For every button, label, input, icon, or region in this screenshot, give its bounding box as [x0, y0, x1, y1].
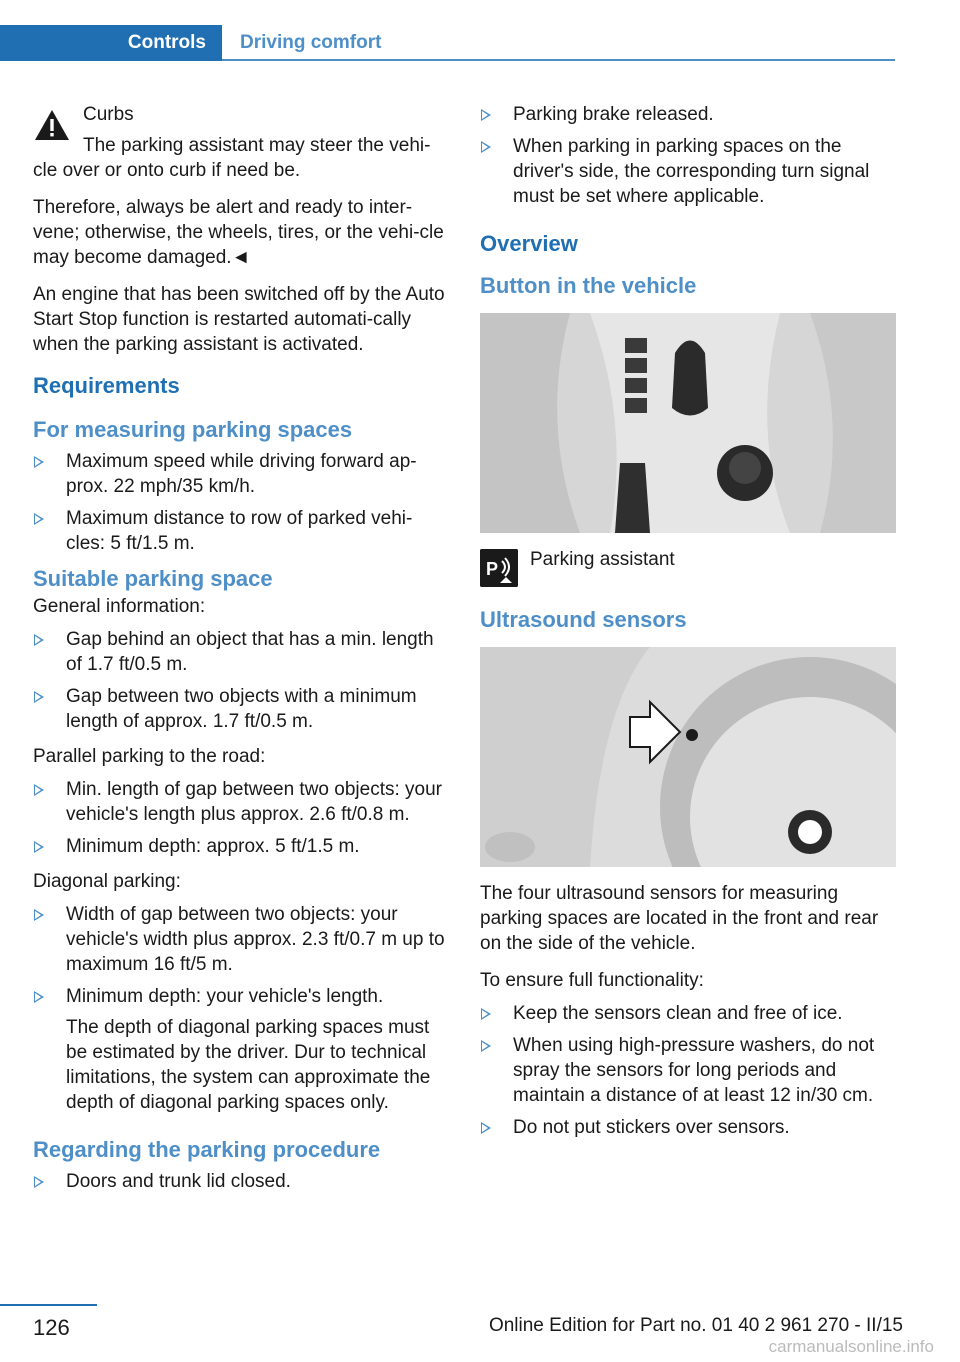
list-item: Maximum distance to row of parked vehi-cles: 5 ft/1.5 m.	[33, 506, 449, 556]
list-item: When parking in parking spaces on the driver's side, the corresponding turn signal must be set where applicable.	[480, 134, 896, 209]
sensor-photo	[480, 647, 896, 867]
console-photo	[480, 313, 896, 533]
tab-driving-comfort[interactable]: Driving comfort	[240, 32, 382, 53]
bullet-triangle-icon	[34, 1176, 44, 1188]
warning-line-1: The parking assistant may steer the vehi-	[83, 135, 431, 156]
general-label: General information:	[33, 596, 206, 617]
list-item: Min. length of gap between two objects: your vehicle's length plus approx. 2.6 ft/0.8 m.	[33, 777, 449, 827]
heading-measuring: For measuring parking spaces	[33, 417, 353, 442]
footer-rule	[0, 1304, 97, 1306]
list-item: Do not put stickers over sensors.	[480, 1115, 896, 1140]
bullet-triangle-icon	[34, 841, 44, 853]
list-item: When using high-pressure washers, do not spray the sensors for long periods and maintain a distance of at least 12 in/30 cm.	[480, 1033, 896, 1108]
list-item: Minimum depth: your vehicle's length. The depth of diagonal parking spaces must be estimated by the driver. Dur to technical limitations, the system can approximate the depth of diagonal parking spaces only.	[33, 984, 449, 1115]
list-item: Keep the sensors clean and free of ice.	[480, 1001, 896, 1026]
button-caption	[480, 547, 896, 587]
edition-note: Online Edition for Part no. 01 40 2 961 270 - II/15	[488, 1315, 903, 1336]
ensure-list	[480, 1001, 896, 1140]
procedure-list-continued	[480, 102, 896, 209]
center-console-image	[480, 313, 896, 533]
bullet-triangle-icon	[481, 1122, 491, 1134]
header-rule	[222, 59, 895, 61]
bullet-triangle-icon	[34, 634, 44, 646]
bullet-triangle-icon	[481, 141, 491, 153]
heading-sensors: Ultrasound sensors	[480, 607, 687, 632]
bullet-triangle-icon	[34, 456, 44, 468]
list-item: Gap behind an object that has a min. length of 1.7 ft/0.5 m.	[33, 627, 449, 677]
engine-paragraph: An engine that has been switched off by the Auto Start Stop function is restarted automati-cally when the parking assistant is activated.	[33, 284, 445, 355]
bullet-triangle-icon	[34, 691, 44, 703]
left-column	[33, 102, 449, 1204]
warning-triangle-icon	[33, 108, 71, 142]
diagonal-label: Diagonal parking:	[33, 871, 181, 892]
sensors-paragraph: The four ultrasound sensors for measuring parking spaces are located in the front and rear on the side of the vehicle.	[480, 883, 879, 954]
warning-title: Curbs	[83, 104, 134, 125]
bullet-triangle-icon	[34, 991, 44, 1003]
parallel-list	[33, 777, 449, 859]
heading-overview: Overview	[480, 231, 578, 256]
warning-line-2: cle over or onto curb if need be.	[33, 160, 301, 181]
list-item: Width of gap between two objects: your vehicle's width plus approx. 2.3 ft/0.7 m up to maximum 16 ft/5 m.	[33, 902, 449, 977]
watermark: carmanualsonline.info	[768, 1337, 934, 1356]
heading-button: Button in the vehicle	[480, 273, 697, 298]
bullet-triangle-icon	[34, 513, 44, 525]
heading-procedure: Regarding the parking procedure	[33, 1137, 381, 1162]
heading-suitable: Suitable parking space	[33, 566, 273, 591]
general-list	[33, 627, 449, 734]
bullet-triangle-icon	[481, 1008, 491, 1020]
measuring-list	[33, 449, 449, 556]
list-item: Maximum speed while driving forward ap-prox. 22 mph/35 km/h.	[33, 449, 449, 499]
page-number: 126	[33, 1315, 70, 1340]
bullet-triangle-icon	[34, 909, 44, 921]
wheel-sensor-image	[480, 647, 896, 867]
svg-text:P: P	[486, 559, 499, 579]
procedure-list	[33, 1169, 449, 1194]
caption-label: Parking assistant	[530, 549, 675, 570]
tab-controls[interactable]: Controls	[0, 25, 222, 61]
warning-block	[33, 102, 449, 183]
list-item: Parking brake released.	[480, 102, 896, 127]
bullet-triangle-icon	[34, 784, 44, 796]
right-column	[480, 102, 896, 1150]
header-tabs	[0, 25, 895, 61]
parallel-label: Parallel parking to the road:	[33, 746, 266, 767]
list-item: Gap between two objects with a minimum length of approx. 1.7 ft/0.5 m.	[33, 684, 449, 734]
list-item: Doors and trunk lid closed.	[33, 1169, 449, 1194]
diagonal-list	[33, 902, 449, 1115]
bullet-triangle-icon	[481, 109, 491, 121]
diagonal-note: The depth of diagonal parking spaces must be estimated by the driver. Dur to technical limitations, the system can approximate the depth of diagonal parking spaces only.	[66, 1017, 431, 1113]
parking-assistant-icon	[480, 549, 518, 587]
heading-requirements: Requirements	[33, 373, 180, 398]
bullet-triangle-icon	[481, 1040, 491, 1052]
warning-paragraph: Therefore, always be alert and ready to inter-vene; otherwise, the wheels, tires, or the vehi-cle may become damaged.◄	[33, 197, 444, 268]
ensure-label: To ensure full functionality:	[480, 970, 704, 991]
list-item: Minimum depth: approx. 5 ft/1.5 m.	[33, 834, 449, 859]
